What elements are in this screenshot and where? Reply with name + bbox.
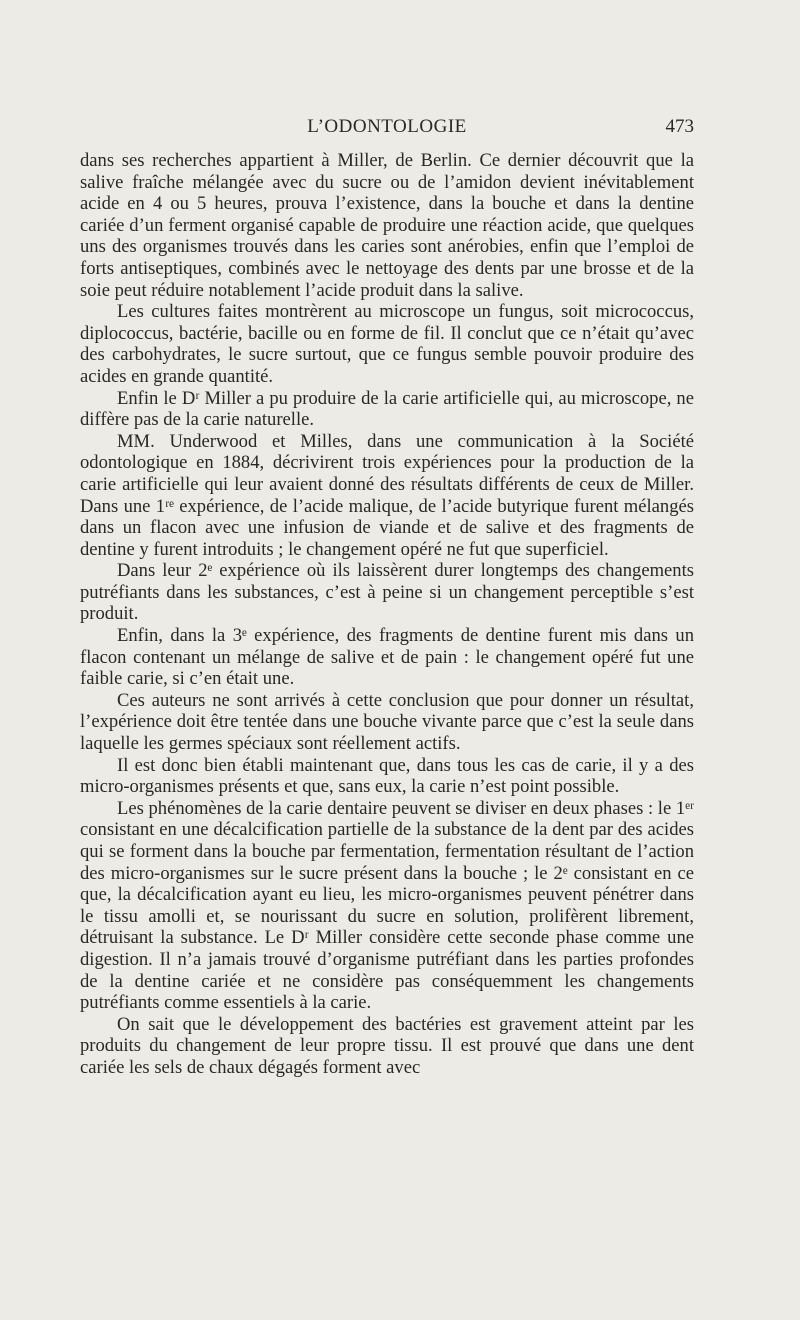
paragraph-10: On sait que le développement des bactéries est gravement atteint par les produits du changement de leur propre tissu. Il est prouvé que dans une dent cariée les sels de chaux dégagés forment avec	[80, 1013, 694, 1078]
paragraph-9: Les phénomènes de la carie dentaire peuvent se diviser en deux phases : le 1ᵉʳ consistant en une décalcification partielle de la substance de la dent par des acides qui se forment dans la bouche par fermentation, fermentation résultant de l’action des micro-organismes sur le sucre présent dans la bouche ; le 2ᵉ consistant en ce que, la décalcification ayant eu lieu, les micro-organismes peuvent pénétrer dans le tissu amolli et, se nourissant du sucre en solution, prolifèrent librement, détruisant la substance. Le Dʳ Miller considère cette seconde phase comme une digestion. Il n’a jamais trouvé d’organisme putréfiant dans les parties profondes de la dentine cariée et ne considère pas conséquemment les changements putréfiants comme essentiels à la carie.	[80, 797, 694, 1014]
paragraph-5: Dans leur 2ᵉ expérience où ils laissèrent durer longtemps des changements putréfiants dans les substances, c’est à peine si un changement perceptible s’est produit.	[80, 560, 694, 625]
paragraph-7: Ces auteurs ne sont arrivés à cette conclusion que pour donner un résultat, l’expérience doit être tentée dans une bouche vivante parce que c’est la seule dans laquelle les germes spéciaux sont réellement actifs.	[80, 689, 694, 755]
paragraph-1: dans ses recherches appartient à Miller, de Berlin. Ce dernier découvrit que la salive fraîche mélangée avec du sucre ou de l’amidon devient inévitablement acide en 4 ou 5 heures, prouva l’existence, dans la bouche et dans la dentine cariée d’un ferment organisé capable de produire une réaction acide, que quelques uns des organismes trouvés dans les caries sont anérobies, enfin que l’emploi de forts antiseptiques, combinés avec le nettoyage des dents par une brosse et de la soie peut réduire notablement l’acide produit dans la salive.	[80, 150, 694, 301]
page-header	[80, 116, 694, 140]
paragraph-2: Les cultures faites montrèrent au microscope un fungus, soit micrococcus, diplococcus, bactérie, bacille ou en forme de fil. Il conclut que ce n’était qu’avec des carbohydrates, le sucre surtout, que ce fungus semble pouvoir produire des acides en grande quantité.	[80, 301, 694, 387]
body-text	[80, 150, 694, 1079]
paragraph-6: Enfin, dans la 3ᵉ expérience, des fragments de dentine furent mis dans un flacon contenant un mélange de salive et de pain : le changement opéré fut une faible carie, si c’en était une.	[80, 625, 694, 690]
running-title: L’ODONTOLOGIE	[307, 116, 467, 137]
paragraph-4: MM. Underwood et Milles, dans une communication à la Société odontologique en 1884, décrivirent trois expériences pour la production de la carie artificielle qui leur avaient donné des résultats différents de ceux de Miller. Dans une 1ʳᵉ expérience, de l’acide malique, de l’acide butyrique furent mélangés dans un flacon avec une infusion de viande et de salive et des fragments de dentine y furent introduits ; le changement opéré ne fut que superficiel.	[80, 430, 694, 560]
page-number: 473	[665, 116, 694, 137]
paragraph-8: Il est donc bien établi maintenant que, dans tous les cas de carie, il y a des micro-organismes présents et que, sans eux, la carie n’est point possible.	[80, 754, 694, 798]
paragraph-3: Enfin le Dʳ Miller a pu produire de la carie artificielle qui, au microscope, ne diffère pas de la carie naturelle.	[80, 387, 694, 431]
